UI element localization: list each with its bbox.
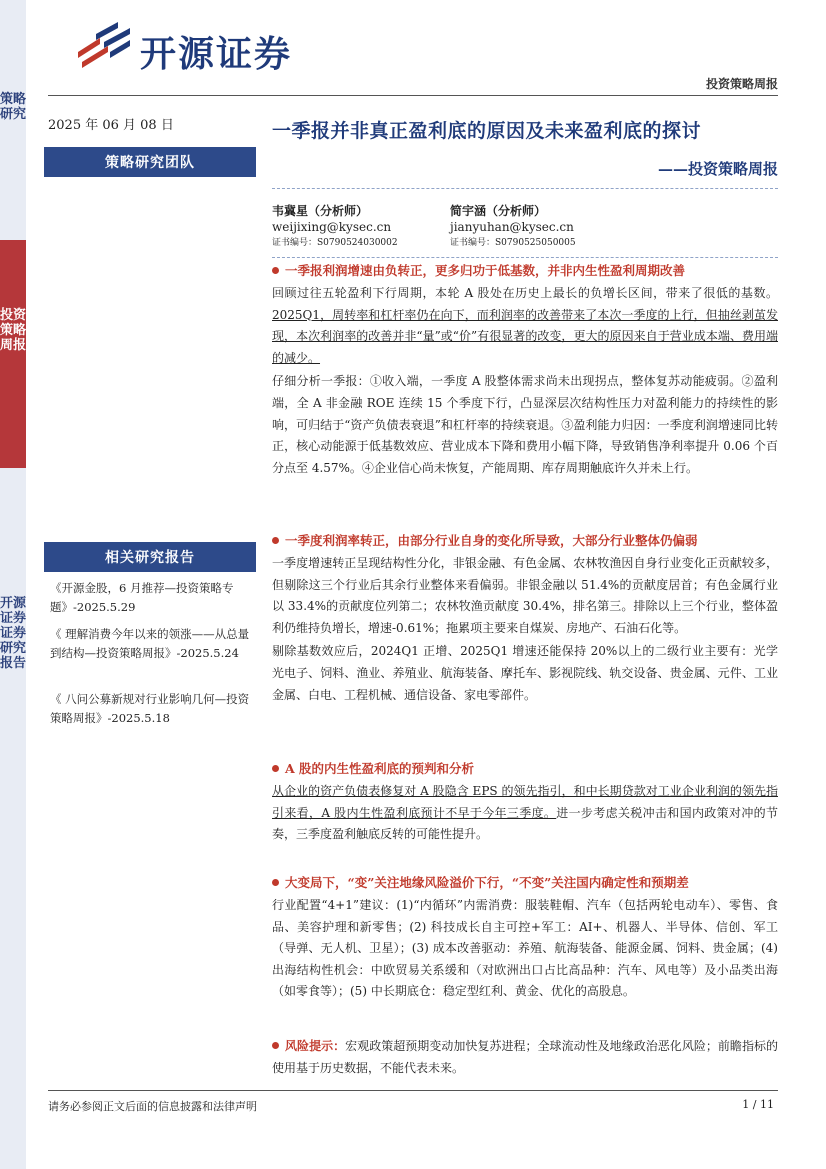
section-heading — [272, 532, 778, 550]
author-name: 韦冀星（分析师） — [272, 204, 369, 218]
bullet-icon — [272, 267, 279, 274]
page-subtitle: ——投资策略周报 — [657, 160, 778, 178]
bullet-icon — [272, 879, 279, 886]
section-heading — [272, 262, 778, 280]
author-email[interactable]: jianyuhan@kysec.cn — [450, 220, 574, 234]
section-heading-text: A 股的内生性盈利底的预判和分析 — [285, 761, 475, 776]
author-email[interactable]: weijixing@kysec.cn — [272, 220, 392, 234]
bullet-icon — [272, 537, 279, 544]
paragraph — [272, 283, 778, 369]
paragraph-text: 进一步考虑关税冲击和国内政策对冲的节奏，三季度盈利触底反转的可能性提升。 — [272, 805, 778, 842]
paragraph: 仔细分析一季报：①收入端，一季度 A 股整体需求尚未出现拐点，整体复苏动能疲弱。②盈利端，全 A 非金融 ROE 连续 15 个季度下行，凸显深层次结构性压力对盈利能力的持续性的影响，可归结于“资产负债表衰退”和杠杆率的持续衰退。③盈利能力归因：一季度利润增速同比转正，核心动能源于低基数效应、营业成本下降和费用小幅下降，导致销售净利率提升 0.06 个百分点至 4.57%。④企业信心尚未恢复，产能周期、库存周期触底许久并未上行。 — [272, 374, 778, 475]
brand-name: 开源证券 — [140, 34, 293, 75]
paragraph-highlight: 2025Q1，周转率和杠杆率仍在向下，而利润率的改善带来了本次一季度的上行，但抽丝剥茧发现，本次利润率的改善并非“量”或“价”有很显著的改变，更大的原因来自于营业成本端、费用端的减少。 — [272, 307, 778, 365]
side-label-mid: 投资策略周报 — [0, 308, 27, 353]
paragraph-text: 回顾过往五轮盈利下行周期，本轮 A 股处在历史上最长的负增长区间，带来了很低的基数。 — [272, 286, 778, 300]
author-name: 简宇涵（分析师） — [450, 204, 547, 218]
brand-logo-icon — [74, 22, 132, 70]
author-cert: 证书编号：S0790524030002 — [272, 238, 398, 248]
divider — [272, 257, 778, 259]
bullet-icon — [272, 1042, 279, 1049]
paragraph-highlight: 从企业的资产负债表修复对 A 股隐含 EPS 的领先指引，和中长期贷款对工业企业利润的领先指引来看，A 股内生性盈利底预计不早于今年三季度。 — [272, 784, 778, 820]
section-heading — [272, 874, 778, 892]
paragraph — [272, 781, 778, 846]
related-heading: 相关研究报告 — [44, 542, 256, 572]
section-4 — [272, 874, 778, 1003]
report-date: 2025 年 06 月 08 日 — [48, 118, 174, 133]
risk-section — [272, 1036, 778, 1079]
divider — [272, 188, 778, 190]
author-2 — [450, 203, 576, 251]
paragraph: 一季度增速转正呈现结构性分化，非银金融、有色金属、农林牧渔因自身行业变化正贡献较多，但剔除这三个行业后其余行业整体来看偏弱。非银金融以 51.4%的贡献度居首；有色金属行业以 33.4%的贡献度位列第二；农林牧渔贡献度 30.4%，排名第三。排除以上三个行业，整体盈利仍维持负增长，增速-0.61%；拖累项主要来自煤炭、房地产、石油石化等。 — [272, 556, 778, 635]
bullet-icon — [272, 765, 279, 772]
section-1 — [272, 262, 778, 479]
side-label-bottom: 开源证券 证券研究报告 — [0, 596, 27, 671]
side-bar-bottom — [0, 468, 26, 1169]
related-report-2[interactable]: 《 理解消费今年以来的领涨——从总量到结构—投资策略周报》-2025.5.24 — [50, 627, 250, 660]
side-label-top: 策略研究 — [0, 92, 27, 122]
section-heading-text: 一季度利润率转正，由部分行业自身的变化所导致，大部分行业整体仍偏弱 — [285, 533, 698, 548]
risk-text: 宏观政策超预期变动加快复苏进程；全球流动性及地缘政治恶化风险；前瞻指标的使用基于历史数据，不能代表未来。 — [272, 1039, 778, 1075]
footer-disclaimer: 请务必参阅正文后面的信息披露和法律声明 — [48, 1100, 257, 1113]
footer-rule — [48, 1090, 778, 1091]
author-1 — [272, 203, 398, 251]
side-bar-mid — [0, 240, 26, 468]
section-heading-text: 大变局下，“变”关注地缘风险溢价下行，“不变”关注国内确定性和预期差 — [285, 875, 689, 890]
paragraph — [272, 1036, 778, 1079]
section-2 — [272, 532, 778, 706]
risk-label: 风险提示： — [285, 1039, 346, 1053]
related-report-1[interactable]: 《开源金股，6 月推荐—投资策略专题》-2025.5.29 — [50, 581, 234, 614]
paragraph: 剔除基数效应后，2024Q1 正增、2025Q1 增速还能保持 20%以上的二级行业主要有：光学光电子、饲料、渔业、养殖业、航海装备、摩托车、影视院线、轨交设备、贵金属、元件、工业金属、白电、工程机械、通信设备、家电零部件。 — [272, 644, 778, 702]
section-heading-text: 一季报利润增速由负转正，更多归功于低基数，并非内生性盈利周期改善 — [285, 263, 686, 278]
section-heading — [272, 760, 778, 778]
paragraph: 行业配置“4+1”建议：(1)“内循环”内需消费：服装鞋帽、汽车（包括两轮电动车）、零售、食品、美容护理和新零售；(2) 科技成长自主可控+军工：AI+、机器人、半导体、信创、军工（导弹、无人机、卫星）；(3) 成本改善驱动：养殖、航海装备、能源金属、饲料、贵金属；(4) 出海结构性机会：中欧贸易关系缓和（对欧洲出口占比高品种：汽车、风电等）及小品类出海（如零食等）；(5) 中长期底仓：稳定型红利、黄金、优化的高股息。 — [272, 898, 778, 999]
section-3 — [272, 760, 778, 846]
side-bar-top — [0, 0, 26, 240]
page-number: 1 / 11 — [742, 1098, 774, 1111]
page-title: 一季报并非真正盈利底的原因及未来盈利底的探讨 — [272, 120, 702, 142]
team-heading: 策略研究团队 — [44, 147, 256, 177]
related-report-3[interactable]: 《 八问公募新规对行业影响几何—投资策略周报》-2025.5.18 — [50, 692, 250, 725]
author-cert: 证书编号：S0790525050005 — [450, 238, 576, 248]
doc-type: 投资策略周报 — [705, 77, 778, 91]
header-rule — [48, 95, 778, 96]
